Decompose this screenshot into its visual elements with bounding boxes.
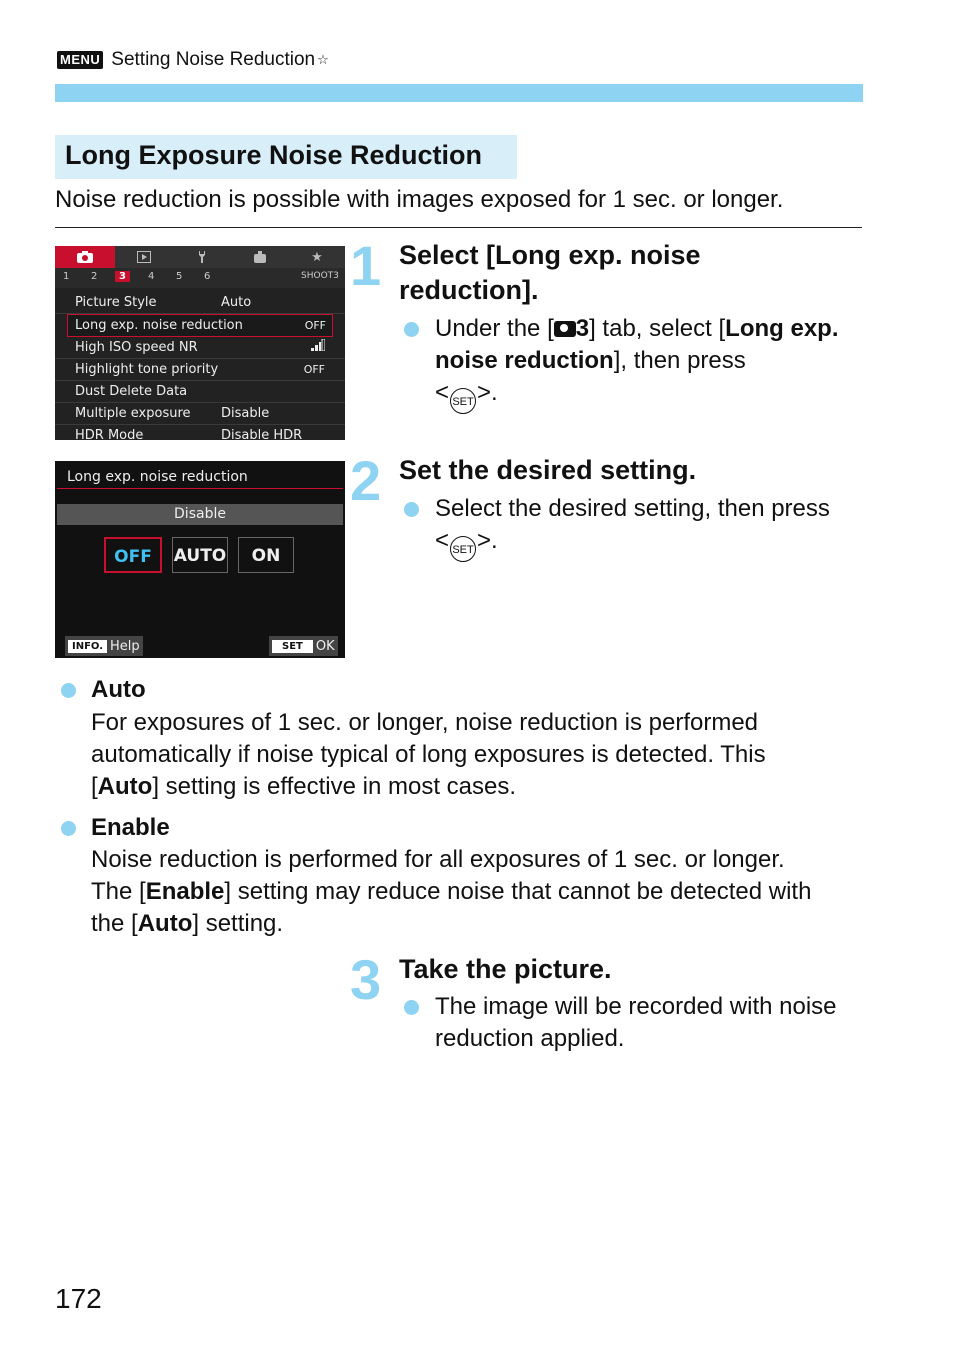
help-hint bbox=[65, 636, 143, 656]
text: Select the desired setting, then press bbox=[435, 495, 830, 522]
shooting-tab-camera-icon bbox=[55, 246, 115, 268]
text: Under the [ bbox=[435, 315, 554, 342]
menu-row-value: Auto bbox=[221, 295, 252, 310]
help-label: Help bbox=[110, 638, 140, 654]
option-off: OFF bbox=[104, 537, 162, 573]
text: For exposures of 1 sec. or longer, noise reduction is performed bbox=[91, 709, 759, 736]
subtab-2: 2 bbox=[91, 271, 98, 282]
menu-row bbox=[55, 292, 345, 314]
text: ] setting is effective in most cases. bbox=[152, 773, 517, 800]
set-button-icon: SET bbox=[450, 388, 476, 414]
menu-list bbox=[55, 292, 345, 440]
sub-tabs bbox=[55, 268, 345, 288]
setting-screen bbox=[55, 461, 345, 658]
text: >. bbox=[477, 379, 498, 406]
step-3-instruction bbox=[435, 991, 875, 1055]
camera-menu-screen bbox=[55, 246, 345, 440]
text: < bbox=[435, 379, 450, 406]
menu-row bbox=[55, 403, 345, 425]
text: < bbox=[435, 527, 450, 554]
enable-description bbox=[91, 844, 911, 940]
subtab-1: 1 bbox=[63, 271, 70, 282]
menu-row bbox=[55, 359, 345, 381]
enable-title: Enable bbox=[91, 814, 170, 841]
subtab-6: 6 bbox=[204, 271, 211, 282]
menu-row-label: Dust Delete Data bbox=[75, 384, 188, 399]
menu-row bbox=[55, 425, 345, 440]
step-1-title: Select [Long exp. noise reduction]. bbox=[399, 240, 701, 305]
bullet-dot bbox=[404, 322, 419, 337]
header-title: Setting Noise Reduction bbox=[111, 49, 316, 70]
text: The [ bbox=[91, 878, 146, 905]
menu-row-selected bbox=[67, 314, 333, 337]
menu-row bbox=[55, 337, 345, 359]
page-number: 172 bbox=[55, 1283, 102, 1314]
text: ] tab, select [ bbox=[589, 315, 726, 342]
text: The image will be recorded with noise bbox=[435, 993, 837, 1020]
divider bbox=[55, 227, 862, 228]
setting-name: Enable bbox=[145, 878, 225, 905]
menu-row-label: Picture Style bbox=[75, 295, 157, 310]
step-2-instruction bbox=[435, 493, 875, 562]
text: ] setting. bbox=[192, 910, 284, 937]
menu-row-label: Long exp. noise reduction bbox=[75, 318, 243, 333]
bullet-dot bbox=[404, 502, 419, 517]
text: ] setting may reduce noise that cannot be detected with bbox=[224, 878, 812, 905]
bullet-dot bbox=[61, 683, 76, 698]
text: Noise reduction is performed for all exposures of 1 sec. or longer. bbox=[91, 846, 785, 873]
menu-row-value: Disable HDR bbox=[221, 428, 303, 440]
star-icon: ☆ bbox=[317, 52, 329, 67]
shoot-label: SHOOT3 bbox=[301, 271, 339, 281]
menu-row-value: OFF bbox=[304, 319, 326, 332]
custom-tab-icon bbox=[231, 246, 289, 268]
my-menu-star-icon: ★ bbox=[311, 249, 323, 265]
section-title: Long Exposure Noise Reduction bbox=[55, 135, 517, 179]
menu-row-label: HDR Mode bbox=[75, 428, 144, 440]
playback-tab-icon bbox=[115, 246, 173, 268]
set-badge: SET bbox=[272, 640, 313, 653]
subtab-4: 4 bbox=[148, 271, 155, 282]
subtab-5: 5 bbox=[176, 271, 183, 282]
text: [ bbox=[91, 773, 98, 800]
setting-name: Auto bbox=[97, 773, 153, 800]
shooting-camera-icon bbox=[554, 321, 576, 337]
menu-tabs bbox=[55, 246, 345, 268]
ok-hint bbox=[269, 636, 338, 656]
setting-name: Long exp. noise reduction bbox=[435, 315, 839, 374]
step-1-instruction bbox=[435, 313, 855, 414]
menu-row-value: OFF bbox=[303, 363, 325, 376]
menu-row bbox=[55, 381, 345, 403]
tab-number: 3 bbox=[575, 315, 590, 342]
page-header bbox=[57, 49, 329, 71]
setting-title: Long exp. noise reduction bbox=[67, 469, 248, 485]
step-3-title: Take the picture. bbox=[399, 954, 612, 984]
menu-row-value: Disable bbox=[221, 406, 270, 421]
bullet-dot bbox=[404, 1000, 419, 1015]
text: automatically if noise typical of long exposures is detected. This bbox=[91, 741, 766, 768]
title-underline bbox=[57, 488, 343, 489]
auto-title: Auto bbox=[91, 676, 146, 703]
set-button-icon: SET bbox=[450, 536, 476, 562]
menu-row-label: Multiple exposure bbox=[75, 406, 191, 421]
text: reduction applied. bbox=[435, 1025, 625, 1052]
step-number-3: 3 bbox=[350, 948, 382, 1011]
menu-row-label: Highlight tone priority bbox=[75, 362, 219, 377]
info-badge: INFO. bbox=[68, 640, 107, 653]
menu-row-label: High ISO speed NR bbox=[75, 340, 198, 355]
level-bars-icon bbox=[311, 337, 325, 358]
option-auto: AUTO bbox=[172, 537, 228, 573]
step-number-2: 2 bbox=[350, 449, 382, 512]
subtab-3: 3 bbox=[115, 271, 130, 282]
text: the [ bbox=[91, 910, 138, 937]
header-bar bbox=[55, 84, 863, 102]
section-intro: Noise reduction is possible with images exposed for 1 sec. or longer. bbox=[55, 186, 784, 213]
setting-name: Auto bbox=[137, 910, 193, 937]
text: ], then press bbox=[613, 347, 746, 374]
setup-tab-wrench-icon bbox=[173, 246, 231, 268]
text: >. bbox=[477, 527, 498, 554]
step-2-title: Set the desired setting. bbox=[399, 455, 697, 485]
auto-description bbox=[91, 707, 891, 803]
menu-badge: MENU bbox=[57, 51, 103, 69]
step-number-1: 1 bbox=[350, 234, 382, 297]
bullet-dot bbox=[61, 821, 76, 836]
ok-label: OK bbox=[315, 638, 335, 654]
option-on: ON bbox=[238, 537, 294, 573]
current-value-bar: Disable bbox=[57, 504, 343, 525]
